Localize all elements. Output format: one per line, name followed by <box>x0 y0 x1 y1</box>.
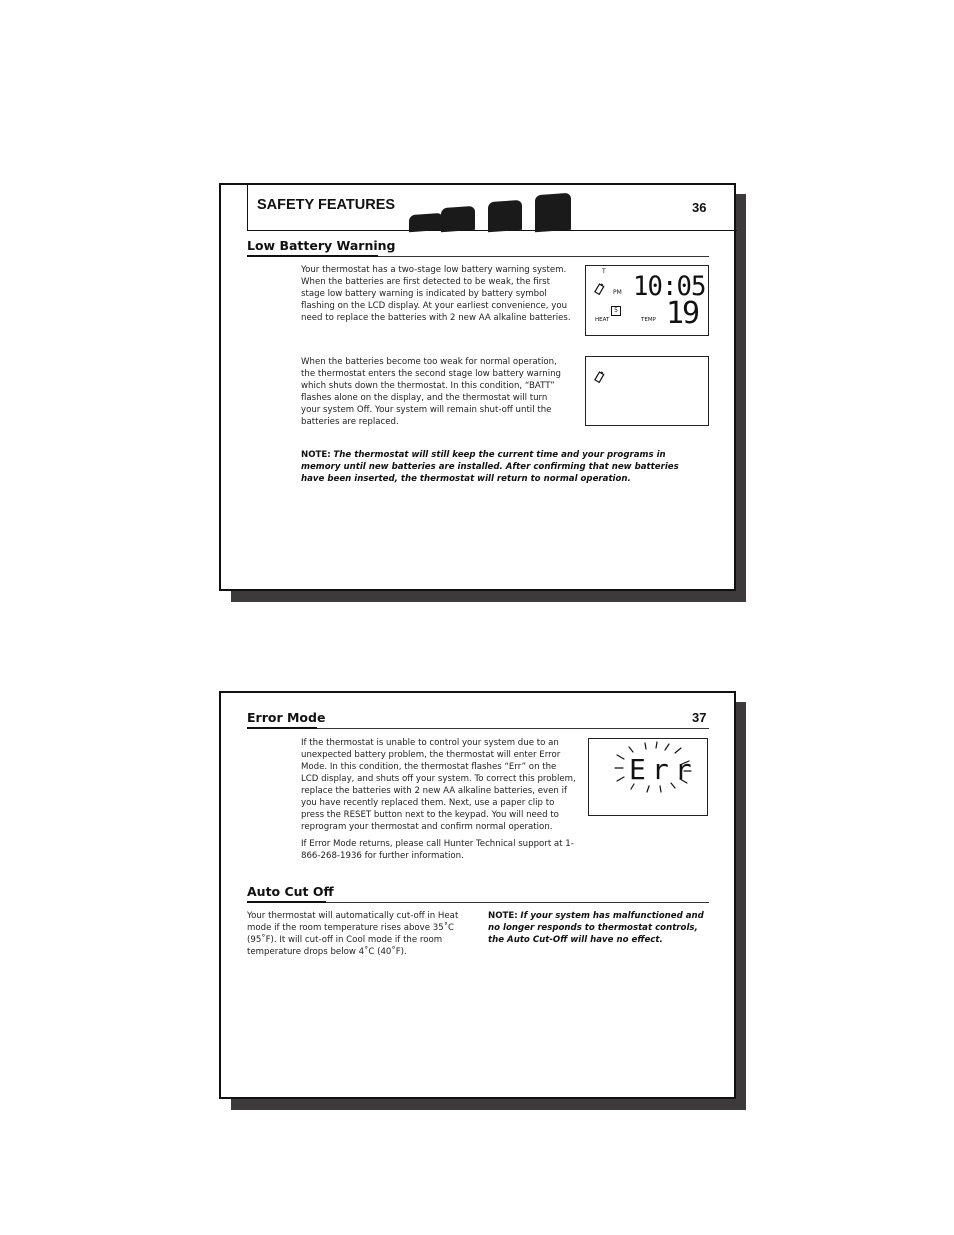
page-number: 37 <box>692 710 707 725</box>
note-text: The thermostat will still keep the current time and your programs in memory until new batteries are installed. After confirming that new batteries have been inserted, the thermostat will return to normal operation. <box>301 450 679 484</box>
day-indicator: 5 <box>611 306 621 316</box>
section-underline-bold <box>247 727 317 729</box>
header-tab <box>409 213 443 232</box>
heat-indicator: HEAT <box>595 317 610 323</box>
temperature-readout: 19 <box>666 296 699 331</box>
section-title: Low Battery Warning <box>247 238 396 253</box>
page-number: 36 <box>692 200 707 215</box>
pm-indicator: PM <box>613 289 622 296</box>
header-tab <box>441 206 475 232</box>
section-title: Error Mode <box>247 710 326 725</box>
lcd-display-error <box>588 738 708 816</box>
lcd-display-batt <box>585 356 709 426</box>
header-tab <box>488 200 522 232</box>
battery-icon <box>594 281 606 293</box>
paragraph: When the batteries become too weak for normal operation, the thermostat enters the second stage low battery warning which shuts down the thermostat. In this condition, “BATT” flashes alone on the display, and the thermostat will turn your system Off. Your system will remain shut-off until the batteries are replaced. <box>301 357 562 427</box>
time-readout: 10:05 <box>633 271 706 302</box>
page-37 <box>219 691 736 1099</box>
paragraph: If Error Mode returns, please call Hunter Technical support at 1-866-268-1936 for further information. <box>301 839 574 861</box>
note <box>488 910 710 946</box>
paragraph: Your thermostat will automatically cut-off in Heat mode if the room temperature rises above 35˚C (95˚F). It will cut-off in Cool mode if the room temperature drops below 4˚C (40˚F). <box>247 911 459 957</box>
note <box>301 449 701 485</box>
section-underline-bold <box>247 255 378 257</box>
page-title: SAFETY FEATURES <box>257 197 396 213</box>
temp-label: TEMP <box>641 317 656 323</box>
paragraph: Your thermostat has a two-stage low battery warning system. When the batteries are first detected to be weak, the first stage low battery warning is indicated by battery symbol flashing on the LCD display. At your earliest convenience, you need to replace the batteries with 2 new AA alkaline batteries. <box>301 265 571 323</box>
battery-icon <box>594 369 606 381</box>
note-text: If your system has malfunctioned and no longer responds to thermostat controls, the Auto Cut-Off will have no effect. <box>488 911 704 945</box>
lcd-display-normal <box>585 265 709 336</box>
note-label: NOTE: <box>301 450 331 460</box>
section-title: Auto Cut Off <box>247 884 334 899</box>
error-readout: Err <box>629 753 698 786</box>
section-underline-bold <box>247 901 326 903</box>
paragraph: If the thermostat is unable to control your system due to an unexpected battery problem, the thermostat will enter Error Mode. In this condition, the thermostat flashes “Err” on the LCD display, and shuts off your system. To correct this problem, replace the batteries with 2 new AA alkaline batteries, even if you have recently replaced them. Next, use a paper clip to press the RESET button next to the keypad. You will need to reprogram your thermostat and confirm normal operation. <box>301 738 576 832</box>
top-mark: T <box>602 268 606 275</box>
note-label: NOTE: <box>488 911 518 921</box>
header-tab <box>535 193 571 233</box>
page-36 <box>219 183 736 591</box>
